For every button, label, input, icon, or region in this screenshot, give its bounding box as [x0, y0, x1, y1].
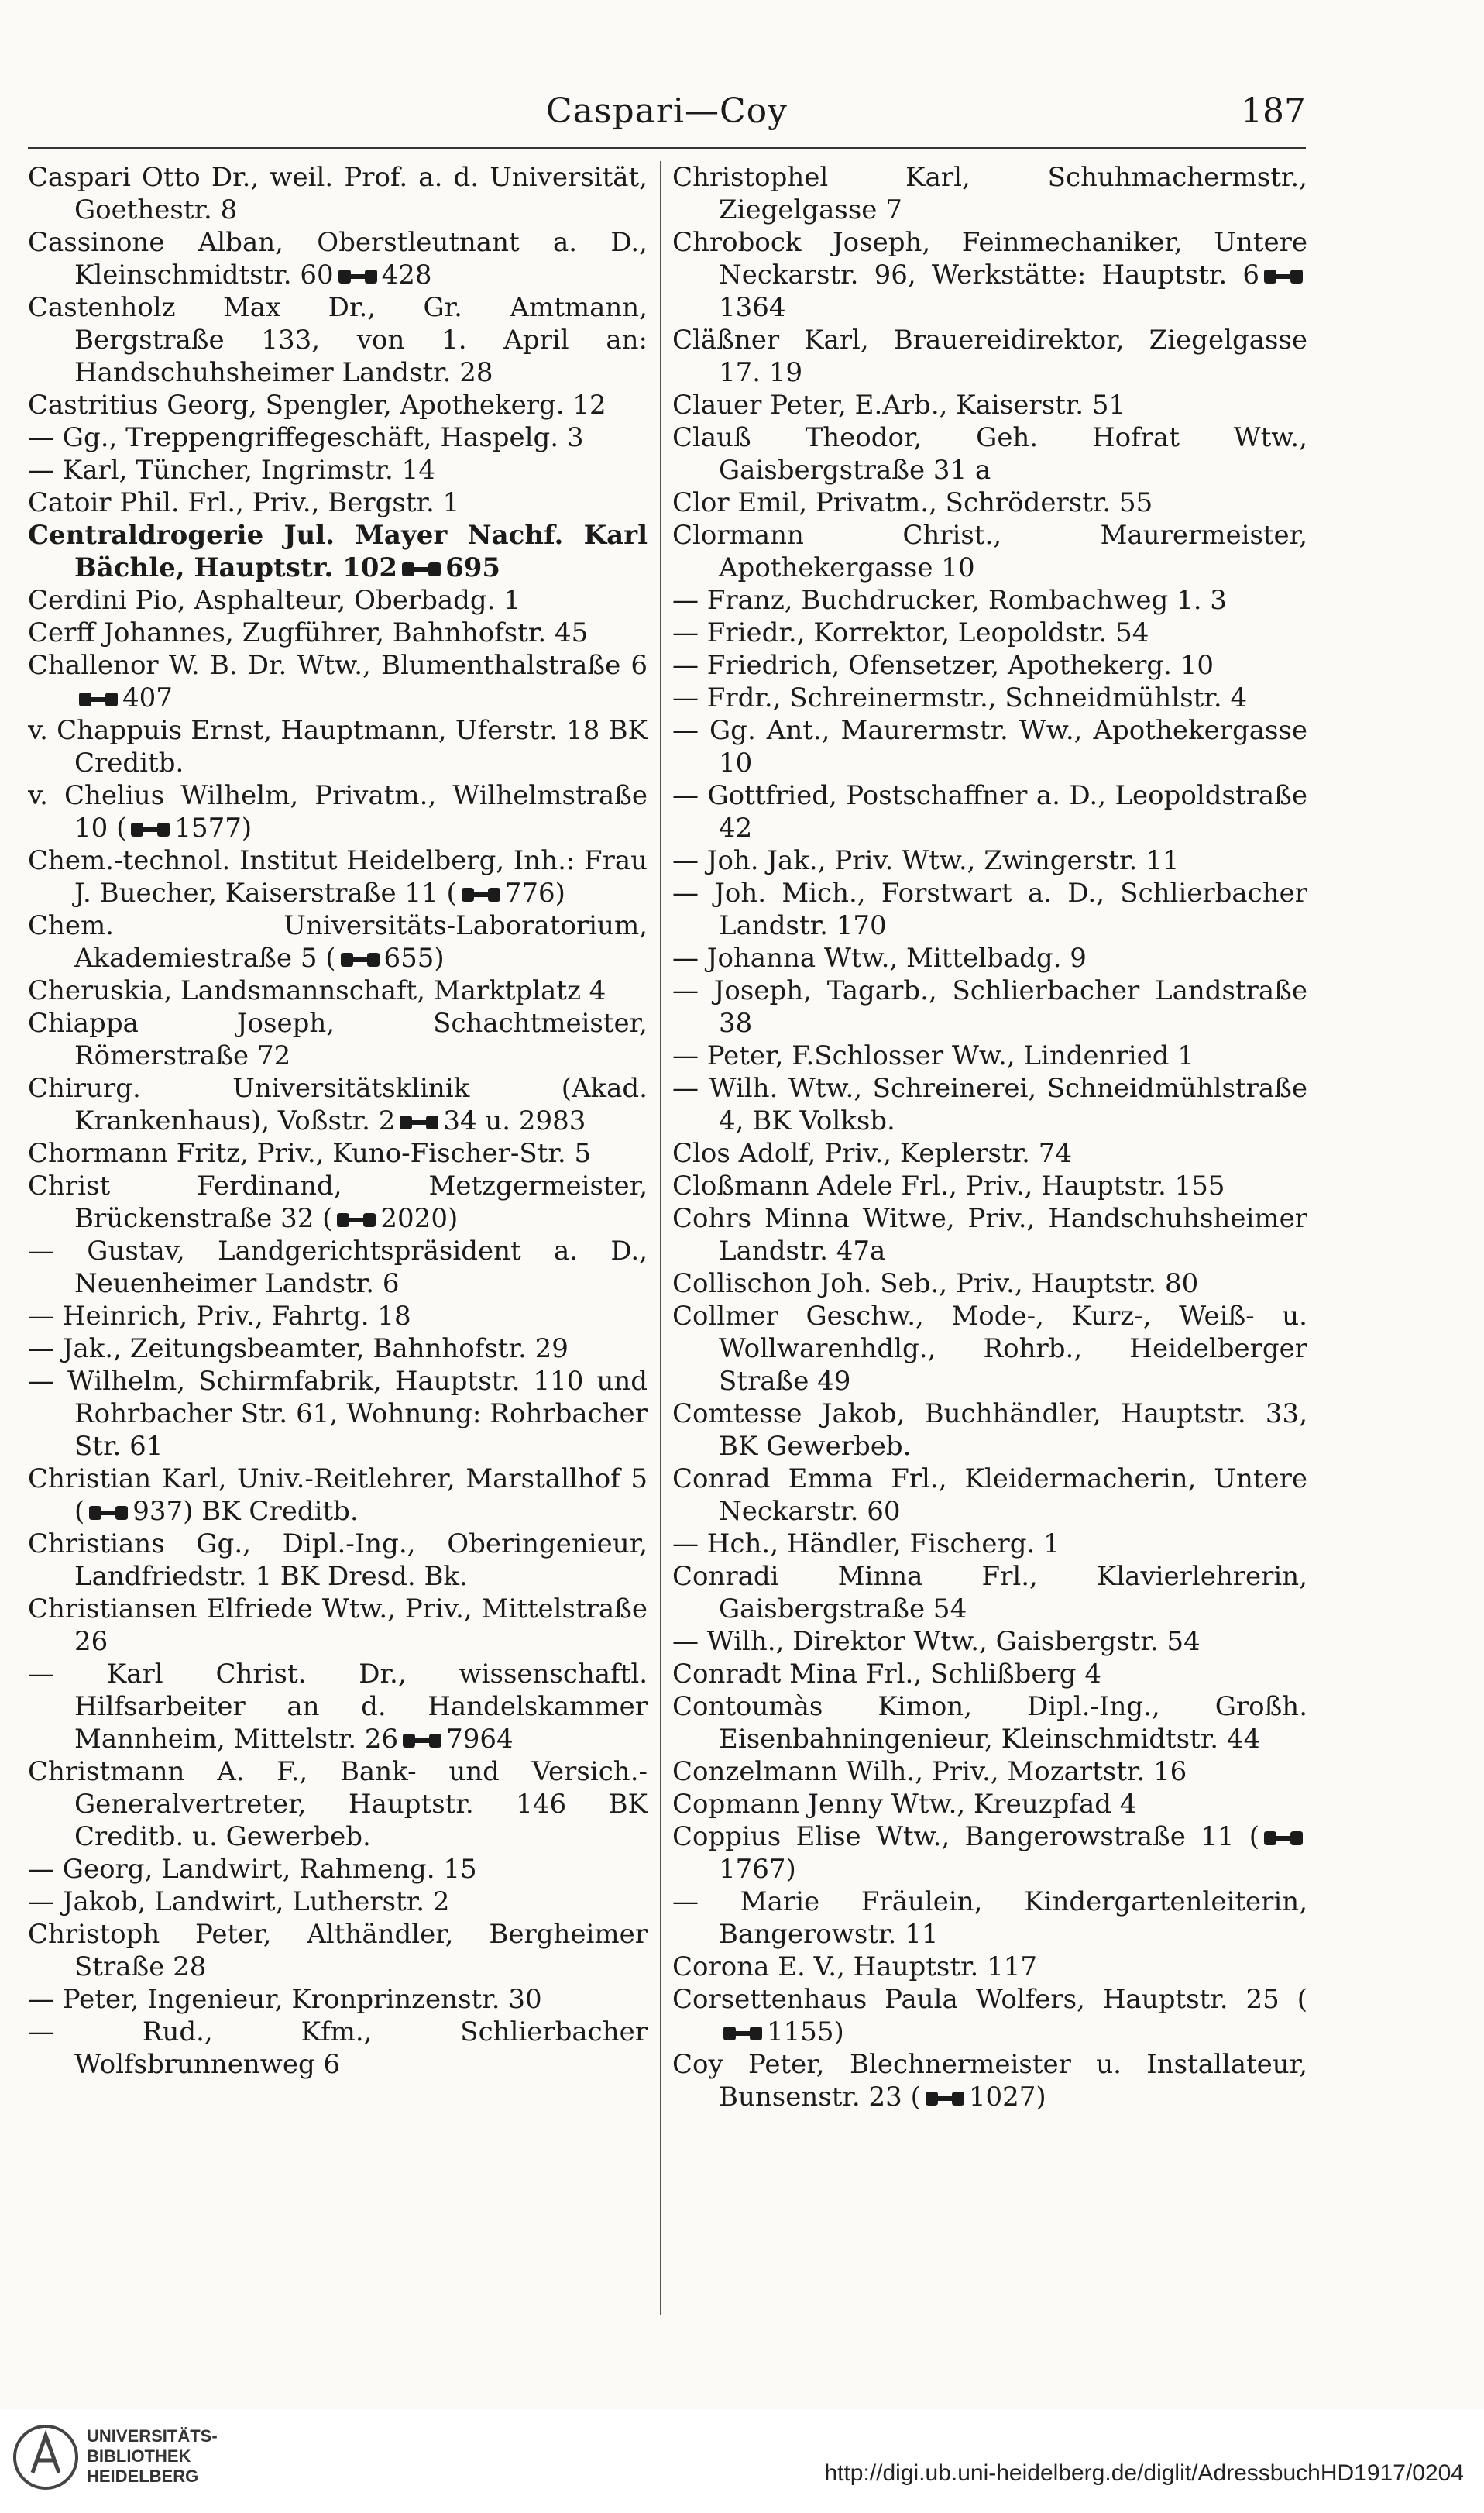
- directory-entry: [28, 1593, 648, 1658]
- telephone-handset-icon: [337, 269, 379, 284]
- directory-entry: [672, 486, 1307, 519]
- phone-number: 1767): [719, 1854, 796, 1885]
- entry-text: Clos Adolf, Priv., Keplerstr. 74: [672, 1138, 1072, 1169]
- telephone-handset-icon: [398, 1115, 440, 1130]
- entry-text: — Jak., Zeitungsbeamter, Bahnhofstr. 29: [28, 1333, 569, 1364]
- directory-entry: [28, 389, 648, 421]
- directory-entry: [28, 649, 648, 714]
- directory-entry: [672, 942, 1307, 975]
- directory-entry: [672, 1625, 1307, 1658]
- entry-text: Christ Ferdinand, Metzgermeister, Brückenstraße 32 (: [28, 1171, 648, 1234]
- telephone-handset-icon: [335, 1212, 377, 1228]
- directory-entry: [672, 1397, 1307, 1463]
- entry-text: Conzelmann Wilh., Priv., Mozartstr. 16: [672, 1756, 1187, 1787]
- entry-text: Cheruskia, Landsmannschaft, Marktplatz 4: [28, 975, 606, 1006]
- directory-entry: [672, 617, 1307, 649]
- page-header: [28, 91, 1306, 138]
- entry-text: v. Chappuis Ernst, Hauptmann, Uferstr. 18 BK Creditb.: [28, 715, 648, 779]
- entry-text: Castritius Georg, Spengler, Apothekerg. 12: [28, 390, 606, 421]
- entry-text: Christophel Karl, Schuhmachermstr., Ziegelgasse 7: [672, 162, 1307, 225]
- entry-text: Comtesse Jakob, Buchhändler, Hauptstr. 33, BK Gewerbeb.: [672, 1398, 1307, 1462]
- entry-text: Cloßmann Adele Frl., Priv., Hauptstr. 155: [672, 1171, 1225, 1201]
- entry-text: Castenholz Max Dr., Gr. Amtmann, Bergstraße 133, von 1. April an: Handschuhsheimer Landstr. 28: [28, 292, 648, 388]
- directory-entry: [28, 1853, 648, 1886]
- page-number: 187: [1241, 91, 1306, 131]
- directory-entry: [28, 486, 648, 519]
- telephone-handset-icon: [401, 1733, 443, 1748]
- entry-text: Corona E. V., Hauptstr. 117: [672, 1951, 1038, 1982]
- directory-entry: [672, 844, 1307, 877]
- telephone-handset-icon: [1262, 269, 1304, 284]
- phone-number: 655): [383, 943, 445, 974]
- right-column: [672, 161, 1307, 2315]
- entry-text: — Joseph, Tagarb., Schlierbacher Landstraße 38: [672, 975, 1307, 1039]
- left-column: [28, 161, 648, 2315]
- entry-text: Christian Karl, Univ.-Reitlehrer, Marstallhof 5 (: [28, 1463, 648, 1527]
- entry-text: Clauß Theodor, Geh. Hofrat Wtw., Gaisbergstraße 31 a: [672, 422, 1307, 486]
- directory-entry: [672, 1788, 1307, 1820]
- directory-entry: [28, 1300, 648, 1332]
- entry-text: — Franz, Buchdrucker, Rombachweg 1. 3: [672, 585, 1227, 616]
- directory-entry: [672, 1983, 1307, 2048]
- phone-number: 1155): [767, 2016, 844, 2047]
- entry-text: — Gottfried, Postschaffner a. D., Leopoldstraße 42: [672, 780, 1307, 844]
- entry-text: Caspari Otto Dr., weil. Prof. a. d. Universität, Goethestr. 8: [28, 162, 648, 225]
- directory-entry: [28, 1235, 648, 1300]
- entry-text: — Georg, Landwirt, Rahmeng. 15: [28, 1854, 477, 1885]
- library-name-line: HEIDELBERG: [87, 2467, 199, 2486]
- directory-entry: [28, 1886, 648, 1918]
- directory-entry: [672, 1528, 1307, 1560]
- library-name: [87, 2426, 218, 2487]
- entry-text: Centraldrogerie Jul. Mayer Nachf. Karl Bächle, Hauptstr. 102: [28, 520, 648, 583]
- entry-text: — Jakob, Landwirt, Lutherstr. 2: [28, 1886, 450, 1917]
- directory-entry: [28, 2016, 648, 2081]
- entry-text: Coy Peter, Blechnermeister u. Installateur, Bunsenstr. 23 (: [672, 2049, 1307, 2113]
- directory-entry: [672, 877, 1307, 942]
- entry-text: — Karl, Tüncher, Ingrimstr. 14: [28, 455, 435, 486]
- entry-text: — Marie Fräulein, Kindergartenleiterin, Bangerowstr. 11: [672, 1886, 1307, 1950]
- directory-entry: [672, 226, 1307, 324]
- directory-entry: [672, 682, 1307, 714]
- directory-entry: [28, 975, 648, 1007]
- directory-entry: [672, 714, 1307, 779]
- directory-entry: [672, 1755, 1307, 1788]
- entry-text: — Wilh., Direktor Wtw., Gaisbergstr. 54: [672, 1626, 1201, 1657]
- entry-text: Christians Gg., Dipl.-Ing., Oberingenieur, Landfriedstr. 1 BK Dresd. Bk.: [28, 1528, 648, 1592]
- entry-text: — Hch., Händler, Fischerg. 1: [672, 1528, 1060, 1559]
- directory-entry: [672, 975, 1307, 1040]
- directory-entry: [28, 1170, 648, 1235]
- entry-text: — Joh. Mich., Forstwart a. D., Schlierbacher Landstr. 170: [672, 878, 1307, 941]
- telephone-handset-icon: [924, 2091, 966, 2106]
- entry-text: — Friedrich, Ofensetzer, Apothekerg. 10: [672, 650, 1214, 681]
- entry-text: — Gg. Ant., Maurermstr. Ww., Apothekergasse 10: [672, 715, 1307, 779]
- entry-text: Coppius Elise Wtw., Bangerowstraße 11 (: [672, 1821, 1259, 1852]
- entry-text: Chem. Universitäts-Laboratorium, Akademiestraße 5 (: [28, 910, 648, 974]
- directory-entry: [672, 421, 1307, 486]
- source-url[interactable]: http://digi.ub.uni-heidelberg.de/diglit/AdressbuchHD1917/0204: [824, 2460, 1464, 2486]
- entry-text: — Joh. Jak., Priv. Wtw., Zwingerstr. 11: [672, 845, 1180, 876]
- entry-text: Conradi Minna Frl., Klavierlehrerin, Gaisbergstraße 54: [672, 1561, 1307, 1624]
- entry-text: — Wilhelm, Schirmfabrik, Hauptstr. 110 und Rohrbacher Str. 61, Wohnung: Rohrbacher Str. 61: [28, 1366, 648, 1462]
- entry-text: Christiansen Elfriede Wtw., Priv., Mittelstraße 26: [28, 1593, 648, 1657]
- entry-text: Clauer Peter, E.Arb., Kaiserstr. 51: [672, 390, 1126, 421]
- entry-text: Chiappa Joseph, Schachtmeister, Römerstraße 72: [28, 1008, 648, 1071]
- directory-entry: [28, 1365, 648, 1463]
- library-name-line: UNIVERSITÄTS-: [87, 2426, 218, 2446]
- entry-text: Cläßner Karl, Brauereidirektor, Ziegelgasse 17. 19: [672, 325, 1307, 388]
- running-title: Caspari—Coy: [546, 91, 788, 131]
- directory-entry: [672, 2048, 1307, 2113]
- entry-text: Cassinone Alban, Oberstleutnant a. D., Kleinschmidtstr. 60: [28, 227, 648, 290]
- phone-number: 937) BK Creditb.: [132, 1496, 359, 1527]
- directory-entry: [672, 1300, 1307, 1397]
- directory-entry: [28, 909, 648, 975]
- entry-text: Christoph Peter, Althändler, Bergheimer Straße 28: [28, 1919, 648, 1982]
- directory-entry: [28, 1528, 648, 1593]
- entry-text: — Peter, F.Schlosser Ww., Lindenried 1: [672, 1040, 1194, 1071]
- directory-entry: [28, 1332, 648, 1365]
- directory-entry: [672, 1951, 1307, 1983]
- library-name-line: BIBLIOTHEK: [87, 2446, 191, 2466]
- directory-entry: [672, 779, 1307, 844]
- university-library-logo: [11, 2418, 81, 2496]
- directory-entry: [672, 1137, 1307, 1170]
- entry-text: Contoumàs Kimon, Dipl.-Ing., Großh. Eisenbahningenieur, Kleinschmidtstr. 44: [672, 1691, 1307, 1755]
- directory-entry: [28, 1137, 648, 1170]
- directory-entry: [28, 1007, 648, 1072]
- entry-text: Chirurg. Universitätsklinik (Akad. Krankenhaus), Voßstr. 2: [28, 1073, 648, 1136]
- phone-number: 776): [504, 878, 565, 909]
- directory-entry: [28, 454, 648, 486]
- entry-text: Chem.-technol. Institut Heidelberg, Inh.: Frau J. Buecher, Kaiserstraße 11 (: [28, 845, 648, 909]
- directory-entry: [28, 617, 648, 649]
- column-divider: [660, 161, 661, 2315]
- entry-text: Conradt Mina Frl., Schlißberg 4: [672, 1659, 1101, 1690]
- entry-text: Collischon Joh. Seb., Priv., Hauptstr. 80: [672, 1268, 1199, 1299]
- directory-entry: [672, 1202, 1307, 1267]
- directory-entry: [672, 1170, 1307, 1202]
- entry-text: — Peter, Ingenieur, Kronprinzenstr. 30: [28, 1984, 542, 2015]
- directory-entry: [672, 1072, 1307, 1137]
- entry-text: — Frdr., Schreinermstr., Schneidmühlstr. 4: [672, 682, 1248, 713]
- telephone-handset-icon: [460, 887, 502, 902]
- entry-text: Cohrs Minna Witwe, Priv., Handschuhsheimer Landstr. 47a: [672, 1203, 1307, 1267]
- phone-number: 2020): [380, 1203, 459, 1234]
- entry-text: Cerff Johannes, Zugführer, Bahnhofstr. 45: [28, 617, 589, 648]
- directory-entry: [672, 1560, 1307, 1625]
- directory-entry: [672, 1886, 1307, 1951]
- directory-entry: [28, 226, 648, 291]
- directory-entry: [28, 1983, 648, 2016]
- directory-entry: [28, 421, 648, 454]
- directory-entry: [28, 1463, 648, 1528]
- phone-number: 428: [381, 260, 432, 290]
- entry-text: Copmann Jenny Wtw., Kreuzpfad 4: [672, 1789, 1137, 1820]
- directory-entry: [28, 844, 648, 909]
- entry-text: — Wilh. Wtw., Schreinerei, Schneidmühlstraße 4, BK Volksb.: [672, 1073, 1307, 1136]
- telephone-handset-icon: [88, 1505, 129, 1521]
- entry-text: Chrobock Joseph, Feinmechaniker, Untere Neckarstr. 96, Werkstätte: Hauptstr. 6: [672, 227, 1307, 290]
- entry-text: Collmer Geschw., Mode-, Kurz-, Weiß- u. Wollwarenhdlg., Rohrb., Heidelberger Straße 49: [672, 1301, 1307, 1397]
- directory-entry: [672, 584, 1307, 617]
- entry-text: Clor Emil, Privatm., Schröderstr. 55: [672, 487, 1153, 518]
- footer: [0, 2409, 1484, 2513]
- directory-entry: [28, 291, 648, 389]
- phone-number: 34 u. 2983: [443, 1105, 586, 1136]
- telephone-handset-icon: [339, 952, 381, 968]
- entry-text: — Friedr., Korrektor, Leopoldstr. 54: [672, 617, 1149, 648]
- directory-entry: [672, 161, 1307, 226]
- directory-entry: [28, 519, 648, 584]
- directory-entry: [672, 519, 1307, 584]
- directory-entry: [28, 161, 648, 226]
- directory-entry: [28, 1755, 648, 1853]
- entry-text: — Rud., Kfm., Schlierbacher Wolfsbrunnenweg 6: [28, 2016, 648, 2080]
- telephone-handset-icon: [400, 562, 442, 577]
- entry-text: — Gustav, Landgerichtspräsident a. D., Neuenheimer Landstr. 6: [28, 1236, 648, 1299]
- directory-entry: [28, 714, 648, 779]
- telephone-handset-icon: [77, 692, 119, 707]
- directory-entry: [28, 1918, 648, 1983]
- phone-number: 407: [122, 682, 173, 713]
- entry-text: Conrad Emma Frl., Kleidermacherin, Untere Neckarstr. 60: [672, 1463, 1307, 1527]
- entry-text: — Gg., Treppengriffegeschäft, Haspelg. 3: [28, 422, 584, 453]
- entry-text: — Johanna Wtw., Mittelbadg. 9: [672, 943, 1087, 974]
- directory-entry: [672, 649, 1307, 682]
- phone-number: 1577): [174, 813, 252, 844]
- entry-text: Clormann Christ., Maurermeister, Apothekergasse 10: [672, 520, 1307, 583]
- directory-entry: [672, 1267, 1307, 1300]
- directory-entry: [672, 1820, 1307, 1886]
- directory-entry: [672, 1658, 1307, 1690]
- directory-entry: [28, 1072, 648, 1137]
- directory-entry: [28, 779, 648, 844]
- directory-entry: [672, 1463, 1307, 1528]
- entry-text: Chormann Fritz, Priv., Kuno-Fischer-Str. 5: [28, 1138, 592, 1169]
- telephone-handset-icon: [1262, 1831, 1304, 1846]
- entry-text: v. Chelius Wilhelm, Privatm., Wilhelmstraße 10 (: [28, 780, 648, 844]
- header-rule: [28, 147, 1306, 149]
- directory-entry: [672, 1690, 1307, 1755]
- entry-text: Cerdini Pio, Asphalteur, Oberbadg. 1: [28, 585, 520, 616]
- directory-entry: [28, 1658, 648, 1755]
- entry-text: Christmann A. F., Bank- und Versich.-Generalvertreter, Hauptstr. 146 BK Creditb. u. Gewerbeb.: [28, 1756, 648, 1852]
- entry-text: Challenor W. B. Dr. Wtw., Blumenthalstraße 6: [28, 650, 648, 681]
- phone-number: 695: [445, 552, 501, 583]
- entry-text: — Heinrich, Priv., Fahrtg. 18: [28, 1301, 411, 1332]
- entry-text: Catoir Phil. Frl., Priv., Bergstr. 1: [28, 487, 460, 518]
- directory-entry: [672, 1040, 1307, 1072]
- entry-text: Corsettenhaus Paula Wolfers, Hauptstr. 25 (: [672, 1984, 1307, 2015]
- phone-number: 7964: [446, 1724, 514, 1755]
- directory-entry: [28, 584, 648, 617]
- phone-number: 1027): [968, 2082, 1046, 2113]
- phone-number: 1364: [719, 292, 786, 323]
- telephone-handset-icon: [722, 2026, 764, 2041]
- directory-entry: [672, 389, 1307, 421]
- entry-text: — Karl Christ. Dr., wissenschaftl. Hilfsarbeiter an d. Handelskammer Mannheim, Mittelstr. 26: [28, 1659, 648, 1755]
- telephone-handset-icon: [129, 822, 171, 837]
- directory-entry: [672, 324, 1307, 389]
